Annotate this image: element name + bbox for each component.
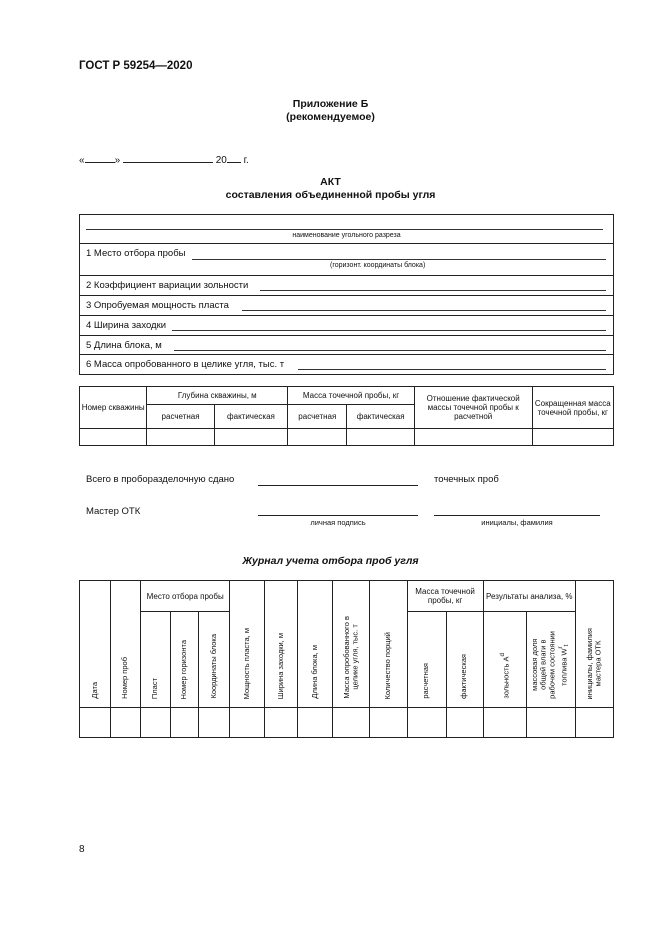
col-calc: расчетная (407, 612, 446, 708)
act-row-2 (80, 276, 613, 296)
table-cell[interactable] (80, 429, 147, 446)
col-thickness: Мощность пласта, м (230, 581, 265, 708)
table-cell[interactable] (370, 708, 407, 738)
handover-label: Всего в проборазделочную сдано (86, 474, 235, 485)
journal-title: Журнал учета отбора проб угля (242, 555, 419, 567)
act-row-field[interactable] (192, 259, 606, 260)
table-cell[interactable] (446, 708, 483, 738)
table-cell[interactable] (199, 708, 230, 738)
table-cell[interactable] (171, 708, 199, 738)
name-field[interactable] (434, 515, 600, 516)
date-day-field[interactable] (85, 152, 115, 163)
col-sample-no: Номер проб (111, 581, 141, 708)
table-cell[interactable] (230, 708, 265, 738)
table-cell[interactable] (347, 429, 414, 446)
date-close-quote: » (114, 155, 121, 166)
act-row-field[interactable] (260, 290, 606, 291)
master-label: Мастер ОТК (86, 506, 141, 517)
page-number: 8 (79, 844, 85, 855)
col-place: Место отбора пробы (141, 581, 230, 612)
table-cell[interactable] (298, 708, 333, 738)
mine-name-field[interactable] (86, 229, 603, 230)
act-row-label: 6 Масса опробованного в целике угля, тыс. т (86, 359, 285, 370)
table-cell[interactable] (141, 708, 171, 738)
col-reduced-mass: Сокращенная масса точечной пробы, кг (532, 387, 613, 429)
col-length: Длина блока, м (298, 581, 333, 708)
act-title: АКТ (320, 176, 341, 188)
table-cell[interactable] (575, 708, 613, 738)
col-master: инициалы, фамилия мастера ОТК (575, 581, 613, 708)
table-cell[interactable] (288, 429, 347, 446)
col-well-number: Номер скважины (80, 387, 147, 429)
act-row-field[interactable] (172, 330, 606, 331)
act-row-label: 5 Длина блока, м (86, 340, 162, 351)
act-row-6 (80, 355, 613, 375)
act-mine-row (80, 215, 613, 244)
table-cell[interactable] (407, 708, 446, 738)
col-depth-calc: расчетная (147, 405, 214, 429)
act-row-3 (80, 296, 613, 316)
col-point-mass: Масса точечной пробы, кг (407, 581, 483, 612)
mine-caption: наименование угольного разреза (292, 232, 401, 239)
table-cell[interactable] (414, 429, 532, 446)
act-row-label: 3 Опробуемая мощность пласта (86, 300, 229, 311)
act-row-field[interactable] (242, 310, 606, 311)
act-row-label: 1 Место отбора пробы (86, 248, 186, 259)
col-coords: Координаты блока (199, 612, 230, 708)
table-cell[interactable] (483, 708, 526, 738)
col-horizon: Номер горизонта (171, 612, 199, 708)
table-cell[interactable] (147, 429, 214, 446)
appendix-subtitle: (рекомендуемое) (286, 111, 375, 123)
col-mass-calc: расчетная (288, 405, 347, 429)
act-subtitle: составления объединенной пробы угля (225, 189, 436, 201)
table-cell[interactable] (526, 708, 575, 738)
col-date: Дата (80, 581, 111, 708)
act-row-field[interactable] (298, 369, 606, 370)
table-cell[interactable] (532, 429, 613, 446)
date-line (79, 152, 249, 166)
col-width: Ширина заходки, м (265, 581, 298, 708)
signature-caption: личная подпись (310, 518, 366, 527)
col-portions: Количество порций (370, 581, 407, 708)
signature-field[interactable] (258, 515, 418, 516)
col-moisture: массовая доля общей влаги в рабочем состоянии топлива $W^r_t$ (526, 612, 575, 708)
col-point-mass: Масса точечной пробы, кг (288, 387, 415, 405)
act-row-1 (80, 244, 613, 276)
standard-header: ГОСТ Р 59254—2020 (79, 60, 193, 72)
col-results: Результаты анализа, % (483, 581, 575, 612)
act-row-caption: (горизонт. координаты блока) (330, 262, 426, 269)
act-form (79, 214, 614, 375)
act-row-5 (80, 336, 613, 355)
table-cell[interactable] (265, 708, 298, 738)
handover-suffix: точечных проб (434, 474, 499, 485)
table-cell[interactable] (111, 708, 141, 738)
handover-count-field[interactable] (258, 485, 418, 486)
col-depth-fact: фактическая (214, 405, 287, 429)
name-caption: инициалы, фамилия (481, 518, 553, 527)
col-mass-ratio: Отношение фактической массы точечной пробы к расчетной (414, 387, 532, 429)
table-cell[interactable] (80, 708, 111, 738)
col-mass-fact: фактическая (347, 405, 414, 429)
col-seam: Пласт (141, 612, 171, 708)
act-row-label: 4 Ширина заходки (86, 320, 167, 331)
act-row-4 (80, 316, 613, 336)
act-row-field[interactable] (174, 350, 606, 351)
table-cell[interactable] (214, 429, 287, 446)
col-fact: фактическая (446, 612, 483, 708)
date-month-field[interactable] (123, 152, 213, 163)
act-row-label: 2 Коэффициент вариации зольности (86, 280, 249, 291)
col-ash: зольность $A^d$ (483, 612, 526, 708)
date-year-suffix: г. (243, 155, 249, 166)
appendix-title: Приложение Б (292, 98, 369, 110)
journal-table (79, 580, 614, 738)
date-year-field[interactable] (227, 152, 241, 163)
sample-table (79, 386, 614, 446)
table-cell[interactable] (333, 708, 370, 738)
col-mass-sampled: Масса опробованного в целике угля, тыс. т (333, 581, 370, 708)
date-open-quote: « (79, 155, 85, 166)
col-depth: Глубина скважины, м (147, 387, 288, 405)
date-year-prefix: 20 (215, 155, 227, 166)
